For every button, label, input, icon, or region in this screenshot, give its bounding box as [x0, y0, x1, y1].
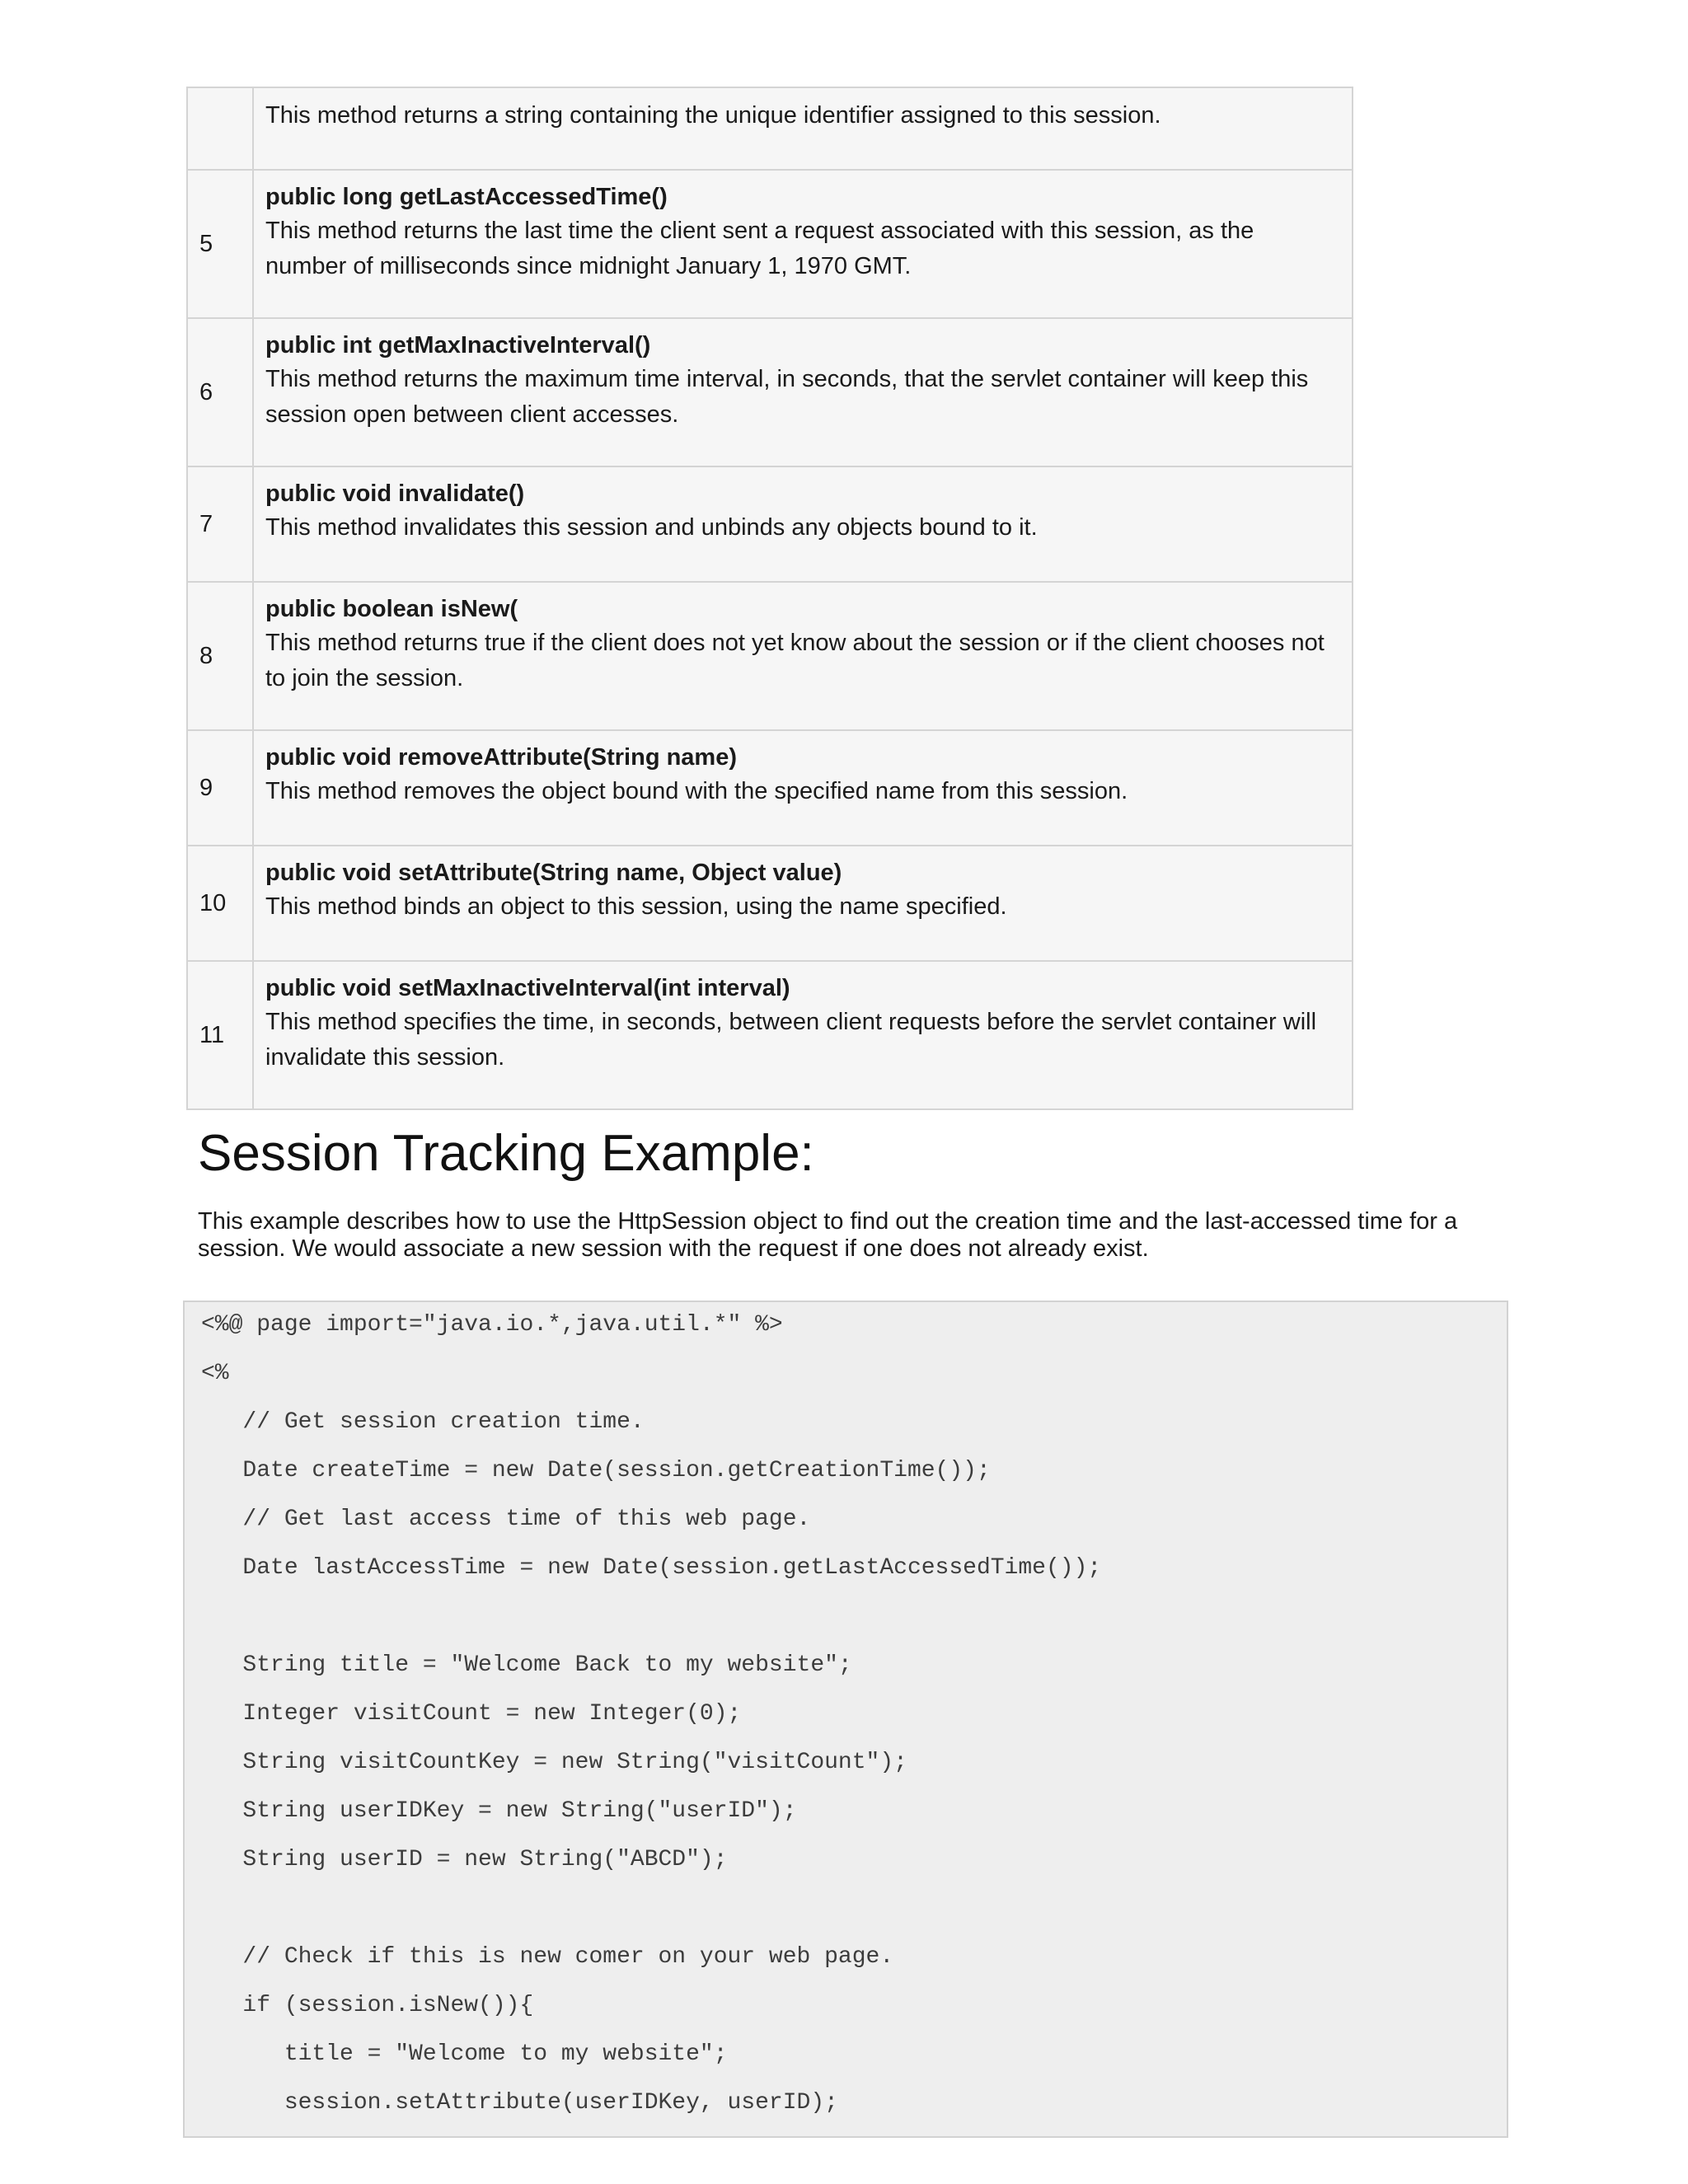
- method-cell: [253, 730, 1353, 846]
- method-row: [187, 318, 1353, 466]
- method-signature: public void invalidate(): [265, 480, 525, 507]
- code-line: title = "Welcome to my website";: [201, 2041, 728, 2067]
- method-signature: public void setAttribute(String name, Object value): [265, 860, 842, 886]
- method-row: [187, 846, 1353, 961]
- method-cell: [253, 87, 1353, 170]
- method-number: 10: [187, 846, 253, 961]
- code-line: session.setAttribute(userIDKey, userID);: [201, 2090, 838, 2116]
- method-row: [187, 582, 1353, 730]
- code-line: String visitCountKey = new String("visitCount");: [201, 1750, 907, 1775]
- method-signature: public void setMaxInactiveInterval(int interval): [265, 975, 790, 1001]
- method-cell: [253, 318, 1353, 466]
- code-line: String userID = new String("ABCD");: [201, 1847, 728, 1872]
- method-description: This method binds an object to this session, using the name specified.: [265, 893, 1007, 920]
- method-description: This method returns a string containing the unique identifier assigned to this session.: [265, 102, 1161, 129]
- code-line: Date createTime = new Date(session.getCreationTime());: [201, 1458, 991, 1483]
- method-number: 8: [187, 582, 253, 730]
- method-number: 11: [187, 961, 253, 1109]
- method-description: This method specifies the time, in seconds, between client requests before the servlet container will invalidate this session.: [265, 1009, 1317, 1071]
- method-description: This method invalidates this session and unbinds any objects bound to it.: [265, 514, 1038, 541]
- code-line: <%: [201, 1361, 229, 1386]
- code-line: String userIDKey = new String("userID");: [201, 1798, 797, 1824]
- code-line: // Get last access time of this web page.: [201, 1507, 811, 1532]
- method-description: This method returns the last time the client sent a request associated with this session, as the number of milliseconds since midnight January 1, 1970 GMT.: [265, 218, 1254, 279]
- method-number: 6: [187, 318, 253, 466]
- code-line: Integer visitCount = new Integer(0);: [201, 1701, 742, 1727]
- code-line: // Get session creation time.: [201, 1409, 645, 1435]
- code-line: <%@ page import="java.io.*,java.util.*" %>: [201, 1312, 783, 1338]
- code-line: // Check if this is new comer on your web page.: [201, 1944, 894, 1970]
- method-number: 5: [187, 170, 253, 318]
- method-cell: [253, 961, 1353, 1109]
- method-row: [187, 961, 1353, 1109]
- method-cell: [253, 846, 1353, 961]
- code-line: if (session.isNew()){: [201, 1993, 534, 2018]
- method-number: 7: [187, 466, 253, 582]
- method-cell: [253, 582, 1353, 730]
- method-description: This method removes the object bound with the specified name from this session.: [265, 778, 1128, 804]
- method-signature: public boolean isNew(: [265, 596, 518, 622]
- method-cell: [253, 466, 1353, 582]
- code-line: Date lastAccessTime = new Date(session.getLastAccessedTime());: [201, 1555, 1102, 1581]
- code-line: String title = "Welcome Back to my website";: [201, 1652, 852, 1678]
- section-title: Session Tracking Example:: [198, 1125, 814, 1182]
- method-row: [187, 87, 1353, 170]
- method-signature: public void removeAttribute(String name): [265, 744, 737, 771]
- section-intro: This example describes how to use the HttpSession object to find out the creation time and the last-accessed time for a session. We would associate a new session with the request if one does not already exist.: [198, 1208, 1458, 1262]
- method-description: This method returns the maximum time interval, in seconds, that the servlet container will keep this session open between client accesses.: [265, 366, 1309, 428]
- method-cell: [253, 170, 1353, 318]
- method-number: [187, 87, 253, 170]
- method-signature: public long getLastAccessedTime(): [265, 184, 668, 210]
- method-row: [187, 730, 1353, 846]
- method-number: 9: [187, 730, 253, 846]
- method-signature: public int getMaxInactiveInterval(): [265, 332, 651, 359]
- code-block: [183, 1301, 1508, 2138]
- methods-table: [186, 87, 1353, 1110]
- method-row: [187, 466, 1353, 582]
- method-row: [187, 170, 1353, 318]
- method-description: This method returns true if the client does not yet know about the session or if the client chooses not to join the session.: [265, 630, 1325, 691]
